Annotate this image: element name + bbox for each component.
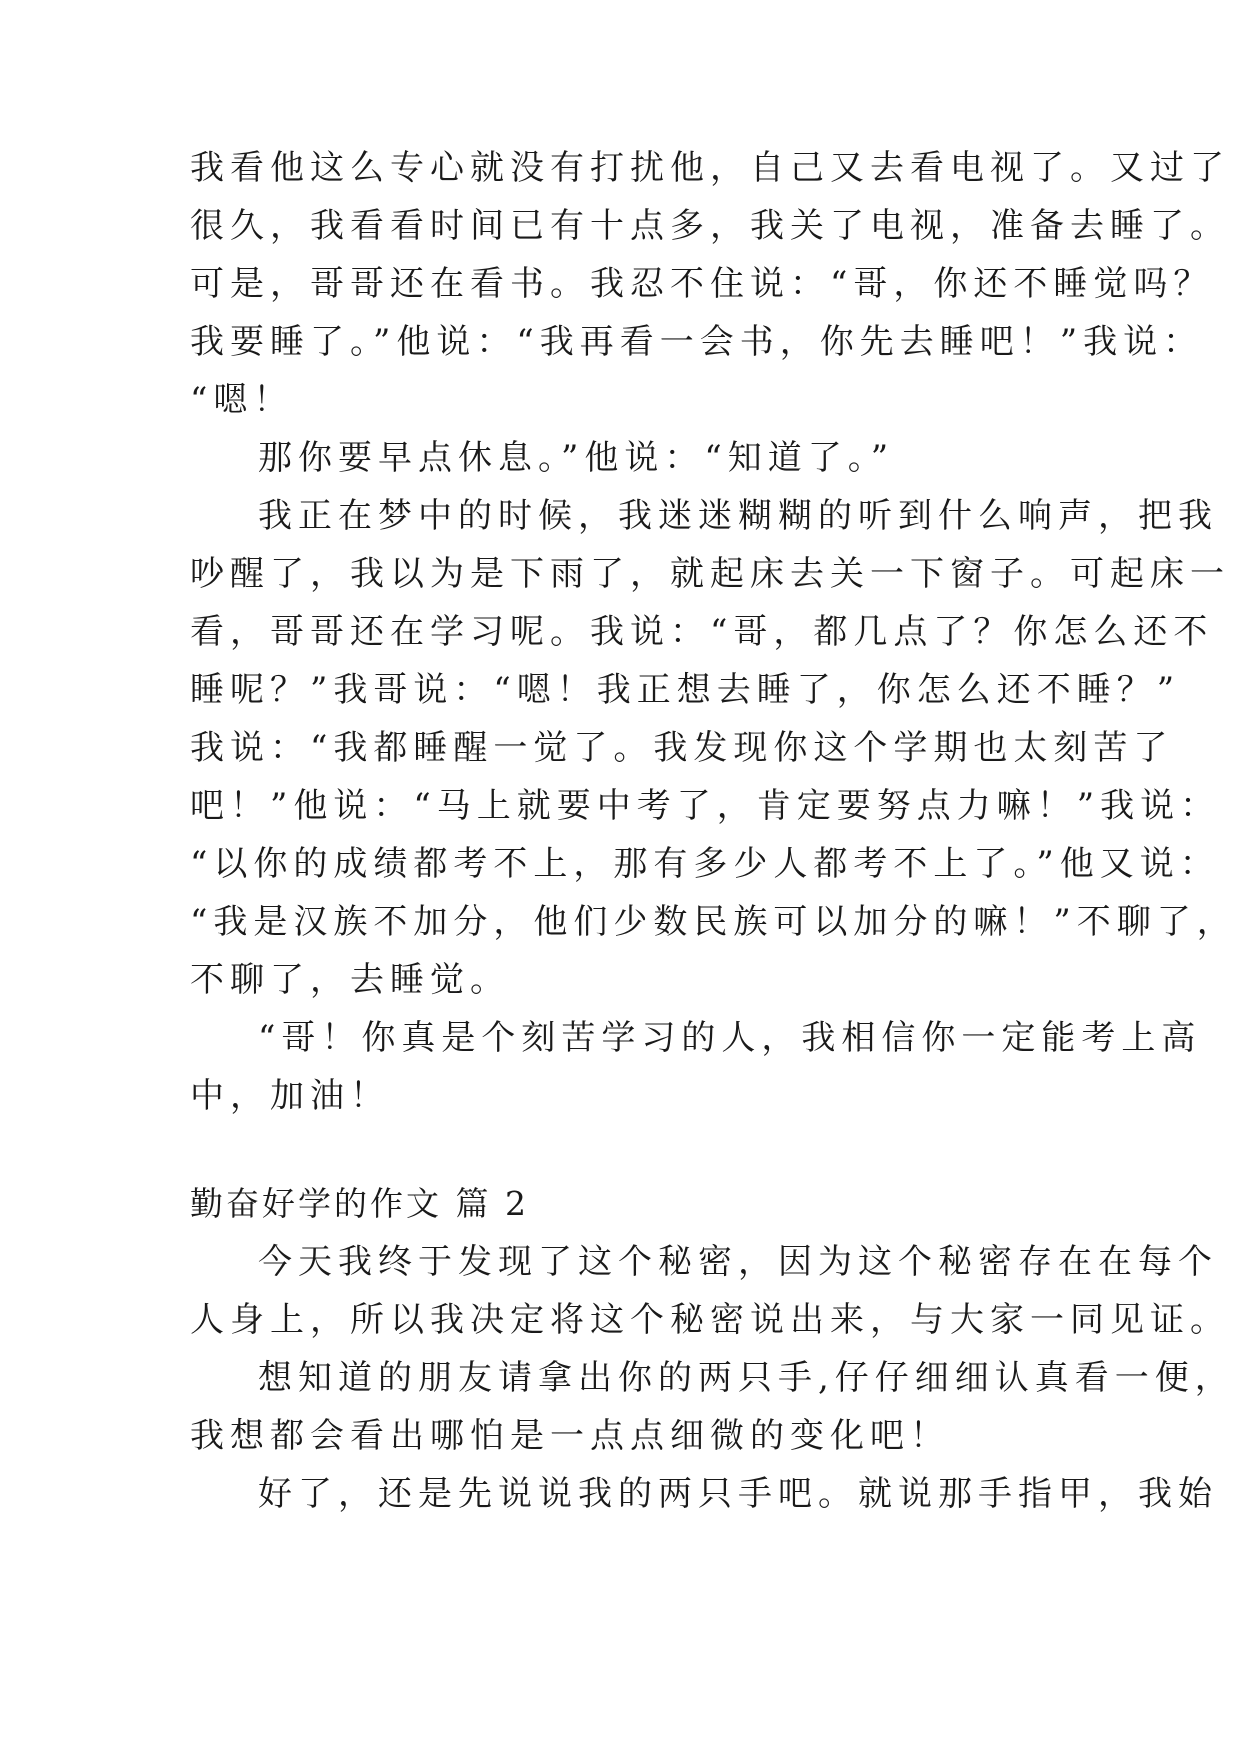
text-line: 那你要早点休息。”他说：“知道了。”	[258, 438, 895, 478]
text-line: 很久，我看看时间已有十点多，我关了电视，准备去睡了。	[190, 206, 1230, 246]
text-line: 人身上，所以我决定将这个秘密说出来，与大家一同见证。	[190, 1300, 1230, 1340]
text-line: 不聊了，去睡觉。	[190, 960, 510, 1000]
text-line: “以你的成绩都考不上，那有多少人都考不上了。”他又说：	[190, 844, 1220, 884]
text-line: 中，加油！	[190, 1076, 390, 1116]
text-line: 今天我终于发现了这个秘密，因为这个秘密存在在每个	[258, 1242, 1218, 1282]
text-line: 吵醒了，我以为是下雨了，就起床去关一下窗子。可起床一	[190, 554, 1230, 594]
section-title: 勤奋好学的作文 篇 2	[190, 1184, 529, 1223]
text-line: 我说：“我都睡醒一觉了。我发现你这个学期也太刻苦了	[190, 728, 1174, 768]
text-line: “我是汉族不加分，他们少数民族可以加分的嘛！”不聊了，	[190, 902, 1237, 942]
text-line: 我正在梦中的时候，我迷迷糊糊的听到什么响声，把我	[258, 496, 1218, 536]
text-line: 睡呢？”我哥说：“嗯！我正想去睡了，你怎么还不睡？”	[190, 670, 1181, 710]
text-line: 看，哥哥还在学习呢。我说：“哥，都几点了？你怎么还不	[190, 612, 1214, 652]
text-line: 我想都会看出哪怕是一点点细微的变化吧！	[190, 1416, 950, 1456]
text-line: “哥！你真是个刻苦学习的人，我相信你一定能考上高	[258, 1018, 1202, 1058]
text-line: 吧！”他说：“马上就要中考了，肯定要努点力嘛！”我说：	[190, 786, 1221, 826]
text-line: 可是，哥哥还在看书。我忍不住说：“哥，你还不睡觉吗？	[190, 264, 1214, 304]
text-line: 好了，还是先说说我的两只手吧。就说那手指甲，我始	[258, 1474, 1218, 1514]
text-line: 我看他这么专心就没有打扰他，自己又去看电视了。又过了	[190, 148, 1230, 188]
text-line: 我要睡了。”他说：“我再看一会书，你先去睡吧！”我说：	[190, 322, 1204, 362]
text-line: 想知道的朋友请拿出你的两只手,仔仔细细认真看一便，	[258, 1358, 1235, 1398]
text-line: “嗯！	[190, 380, 294, 420]
